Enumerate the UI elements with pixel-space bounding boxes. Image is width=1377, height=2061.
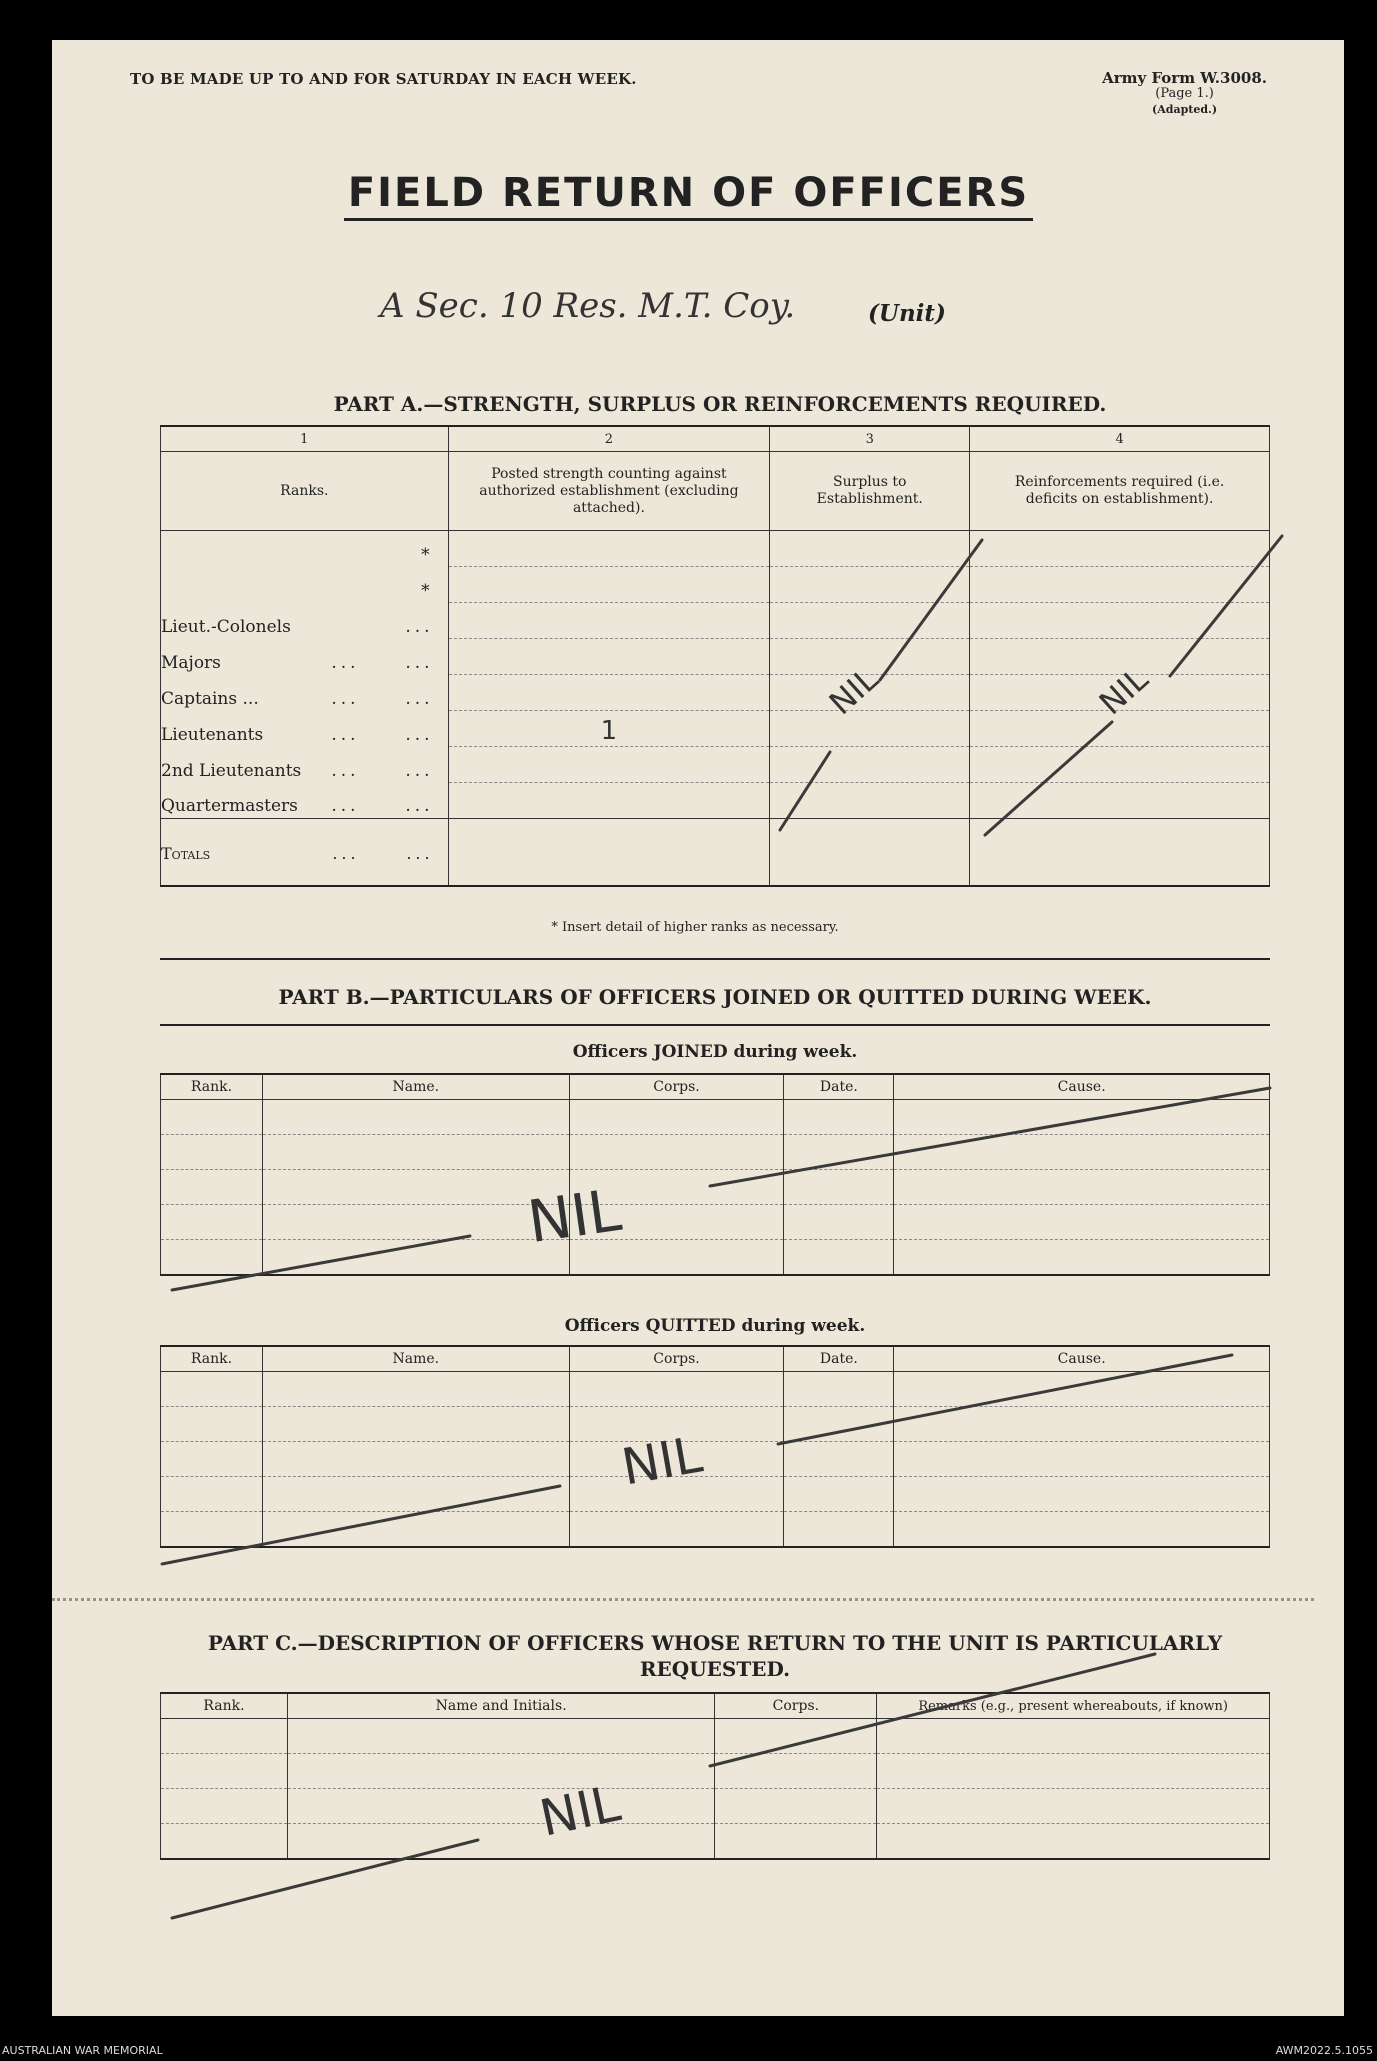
- quitted-subheading: Officers QUITTED during week.: [564, 1316, 866, 1336]
- posted-cell: [448, 531, 770, 567]
- joined-table: [160, 1073, 1270, 1276]
- divider: [160, 958, 1270, 960]
- rank-label: Lieutenants: [161, 724, 264, 745]
- handwritten-nil-part-c: NIL: [534, 1774, 626, 1848]
- joined-header-row: [161, 1074, 1270, 1100]
- part-c-heading-line2: REQUESTED.: [639, 1657, 791, 1681]
- handwritten-nil-surplus: NIL: [821, 659, 886, 723]
- column-header: Corps.: [569, 1074, 784, 1100]
- quitted-table: [160, 1345, 1270, 1548]
- table-row: [161, 1205, 1270, 1240]
- table-row: [161, 1754, 1270, 1789]
- posted-cell: [448, 603, 770, 639]
- divider: [160, 1024, 1270, 1026]
- column-number: 3: [770, 426, 970, 452]
- column-header: Date.: [784, 1074, 894, 1100]
- table-row: [161, 639, 1270, 675]
- table-row: [161, 1170, 1270, 1205]
- posted-cell: [448, 567, 770, 603]
- column-header-ranks: Ranks.: [161, 452, 449, 531]
- column-header: Rank.: [161, 1346, 263, 1372]
- table-row: [161, 747, 1270, 783]
- part-c-header-row: [161, 1693, 1270, 1719]
- rank-marker: *: [421, 544, 434, 565]
- handwritten-nil-quitted: NIL: [617, 1425, 707, 1497]
- rank-marker: ...: [405, 760, 434, 781]
- column-header-reinforcements: Reinforcements required (i.e. deficits on establishment).: [970, 452, 1270, 531]
- rank-label: 2nd Lieutenants: [161, 760, 302, 781]
- form-page: (Page 1.): [1155, 86, 1214, 101]
- column-header: Corps.: [715, 1693, 877, 1719]
- handwritten-nil-reinforcements: NIL: [1091, 659, 1156, 723]
- rank-dots: ...: [331, 724, 360, 745]
- totals-label: Totals: [161, 844, 211, 863]
- column-header: Cause.: [894, 1346, 1270, 1372]
- table-row: [161, 1789, 1270, 1824]
- unit-handwritten: A Sec. 10 Res. M.T. Coy.: [380, 286, 796, 326]
- posted-cell: [448, 639, 770, 675]
- rank-dots: ...: [331, 652, 360, 673]
- handwritten-nil-joined: NIL: [523, 1175, 626, 1257]
- table-row: [161, 711, 1270, 747]
- table-row: [161, 603, 1270, 639]
- column-header-posted: Posted strength counting against authorized establishment (excluding attached).: [448, 452, 770, 531]
- form-number: Army Form W.3008.: [1102, 69, 1267, 87]
- posted-cell: [448, 747, 770, 783]
- part-c-heading-line1: PART C.—DESCRIPTION OF OFFICERS WHOSE RETURN TO THE UNIT IS PARTICULARLY: [207, 1631, 1223, 1655]
- column-header: Rank.: [161, 1074, 263, 1100]
- part-a-table: [160, 425, 1270, 887]
- posted-cell: [448, 675, 770, 711]
- column-header: Name and Initials.: [287, 1693, 715, 1719]
- table-row: [161, 531, 1270, 567]
- column-header: Name.: [262, 1074, 569, 1100]
- rank-label: Captains ...: [161, 688, 259, 709]
- rank-dots: ...: [331, 688, 360, 709]
- rank-marker: ...: [405, 688, 434, 709]
- totals-dots: ...: [406, 844, 434, 863]
- joined-subheading: Officers JOINED during week.: [572, 1042, 858, 1062]
- table-row: [161, 1407, 1270, 1442]
- part-a-header-row: [161, 452, 1270, 531]
- table-row: [161, 1477, 1270, 1512]
- rank-label: Quartermasters: [161, 796, 298, 816]
- table-row: [161, 567, 1270, 603]
- column-number: 2: [448, 426, 770, 452]
- column-number: 4: [970, 426, 1270, 452]
- column-number-row: [161, 426, 1270, 452]
- table-row: [161, 1372, 1270, 1407]
- rank-label: Majors: [161, 652, 221, 673]
- footer-accession: AWM2022.5.1055: [1275, 2044, 1373, 2057]
- header-instruction: TO BE MADE UP TO AND FOR SATURDAY IN EACH WEEK.: [130, 70, 637, 88]
- perforation-line: [52, 1598, 1314, 1601]
- column-header: Name.: [262, 1346, 569, 1372]
- posted-cell: [448, 783, 770, 819]
- part-a-heading: PART A.—STRENGTH, SURPLUS OR REINFORCEMENTS REQUIRED.: [333, 392, 1107, 416]
- table-row: [161, 1719, 1270, 1754]
- column-header-surplus: Surplus to Establishment.: [770, 452, 970, 531]
- part-c-heading: [160, 1630, 1270, 1682]
- column-number: 1: [161, 426, 449, 452]
- part-c-table: [160, 1692, 1270, 1860]
- rank-dots: ...: [331, 796, 360, 816]
- column-header-remarks: Remarks (e.g., present whereabouts, if known): [877, 1693, 1270, 1719]
- posted-cell-lieutenants: 1: [448, 711, 770, 747]
- table-row: [161, 1100, 1270, 1135]
- column-header: Corps.: [569, 1346, 784, 1372]
- table-row: [161, 1442, 1270, 1477]
- rank-dots: ...: [331, 760, 360, 781]
- totals-row: [161, 819, 1270, 887]
- rank-marker: *: [421, 580, 434, 601]
- part-b-heading: PART B.—PARTICULARS OF OFFICERS JOINED OR QUITTED DURING WEEK.: [278, 985, 1152, 1009]
- table-row: [161, 783, 1270, 819]
- part-a-footnote: * Insert detail of higher ranks as necessary.: [551, 920, 839, 935]
- table-row: [161, 1824, 1270, 1860]
- quitted-header-row: [161, 1346, 1270, 1372]
- form-adapted: (Adapted.): [1152, 103, 1218, 116]
- table-row: [161, 1512, 1270, 1548]
- unit-label: (Unit): [868, 300, 946, 327]
- rank-label: Lieut.-Colonels: [161, 616, 291, 637]
- footer-credit: AUSTRALIAN WAR MEMORIAL: [2, 2044, 163, 2057]
- form-identifier: [1102, 70, 1267, 118]
- rank-marker: ...: [405, 652, 434, 673]
- column-header: Date.: [784, 1346, 894, 1372]
- totals-dots: ...: [332, 844, 360, 863]
- table-row: [161, 1240, 1270, 1276]
- rank-marker: ...: [405, 616, 434, 637]
- rank-marker: ...: [405, 796, 434, 816]
- rank-marker: ...: [405, 724, 434, 745]
- column-header: Cause.: [894, 1074, 1270, 1100]
- page-title: FIELD RETURN OF OFFICERS: [0, 170, 1377, 216]
- table-row: [161, 1135, 1270, 1170]
- column-header: Rank.: [161, 1693, 288, 1719]
